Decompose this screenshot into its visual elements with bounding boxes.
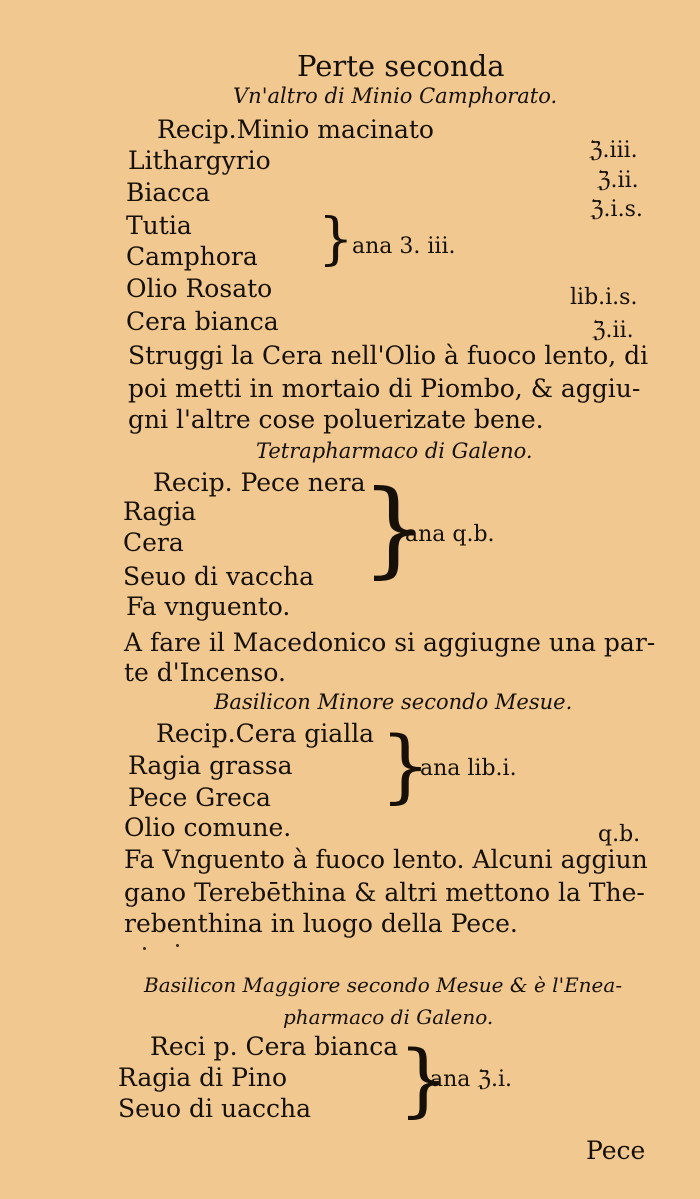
body-text-line: te d'Incenso.	[124, 658, 286, 687]
recipe-line: Pece Greca	[128, 783, 271, 812]
body-text-line: Struggi la Cera nell'Olio à fuoco lento, di	[128, 341, 649, 370]
ink-speck	[176, 944, 179, 947]
recipe-line: Seuo di vaccha	[123, 562, 315, 591]
recipe-line: Lithargyrio	[128, 146, 271, 175]
recipe-line: Olio Rosato	[126, 274, 273, 303]
running-header: Perte seconda	[297, 49, 505, 83]
recipe-line: Camphora	[126, 242, 258, 271]
body-text-line: Fa Vnguento à fuoco lento. Alcuni aggiun	[124, 845, 648, 874]
recipe-line: Ragia grassa	[128, 751, 293, 780]
recipe-line: Tutia	[126, 211, 192, 240]
quantity: q.b.	[598, 822, 641, 847]
recipe-line: Recip. Pece nera	[153, 468, 366, 497]
recipe-line: Ragia di Pino	[118, 1063, 288, 1092]
body-text-line: gano Terebēthina & altri mettono la The-	[124, 878, 645, 907]
quantity: ℨ.iii.	[589, 138, 638, 163]
recipe-line: Cera bianca	[126, 307, 279, 336]
recipe-line: Olio comune.	[124, 813, 292, 842]
ana-quantity: ana 3. iii.	[352, 234, 456, 259]
body-text-line: A fare il Macedonico si aggiugne una par-	[124, 628, 656, 657]
brace-icon: }	[380, 719, 431, 812]
ana-quantity: ana q.b.	[405, 522, 495, 547]
recipe-line: Recip.Minio macinato	[157, 115, 434, 144]
section-title-minio: Vn'altro di Minio Camphorato.	[233, 84, 558, 108]
body-text-line: rebenthina in luogo della Pece.	[124, 909, 518, 938]
body-text-line: gni l'altre cose poluerizate bene.	[128, 405, 544, 434]
section-title-tetrapharmaco: Tetrapharmaco di Galeno.	[256, 439, 533, 463]
section-title-basilicon-minore: Basilicon Minore secondo Mesue.	[214, 690, 573, 714]
recipe-line: Biacca	[126, 178, 211, 207]
ink-speck	[143, 947, 146, 950]
recipe-line: Fa vnguento.	[126, 592, 291, 621]
body-text-line: poi metti in mortaio di Piombo, & aggiu-	[128, 374, 641, 403]
recipe-line: Ragia	[123, 497, 197, 526]
recipe-line: Recip.Cera gialla	[156, 719, 375, 748]
quantity: lib.i.s.	[570, 285, 638, 310]
ana-quantity: ana lib.i.	[420, 756, 517, 781]
catchword: Pece	[586, 1136, 646, 1165]
brace-icon: }	[361, 467, 428, 589]
recipe-line: Seuo di uaccha	[118, 1094, 311, 1123]
recipe-line: Reci p. Cera bianca	[150, 1032, 399, 1061]
quantity: ℨ.i.s.	[590, 197, 643, 222]
quantity: ℨ.ii.	[592, 318, 634, 343]
section-title-basilicon-maggiore-2: pharmaco di Galeno.	[283, 1005, 494, 1029]
section-title-basilicon-maggiore: Basilicon Maggiore secondo Mesue & è l'Enea-	[144, 973, 623, 997]
ana-quantity: ana ℨ.i.	[430, 1067, 512, 1092]
brace-icon: }	[318, 207, 354, 272]
recipe-line: Cera	[123, 528, 184, 557]
quantity: ℨ.ii.	[597, 168, 639, 193]
brace-icon: }	[398, 1033, 449, 1126]
